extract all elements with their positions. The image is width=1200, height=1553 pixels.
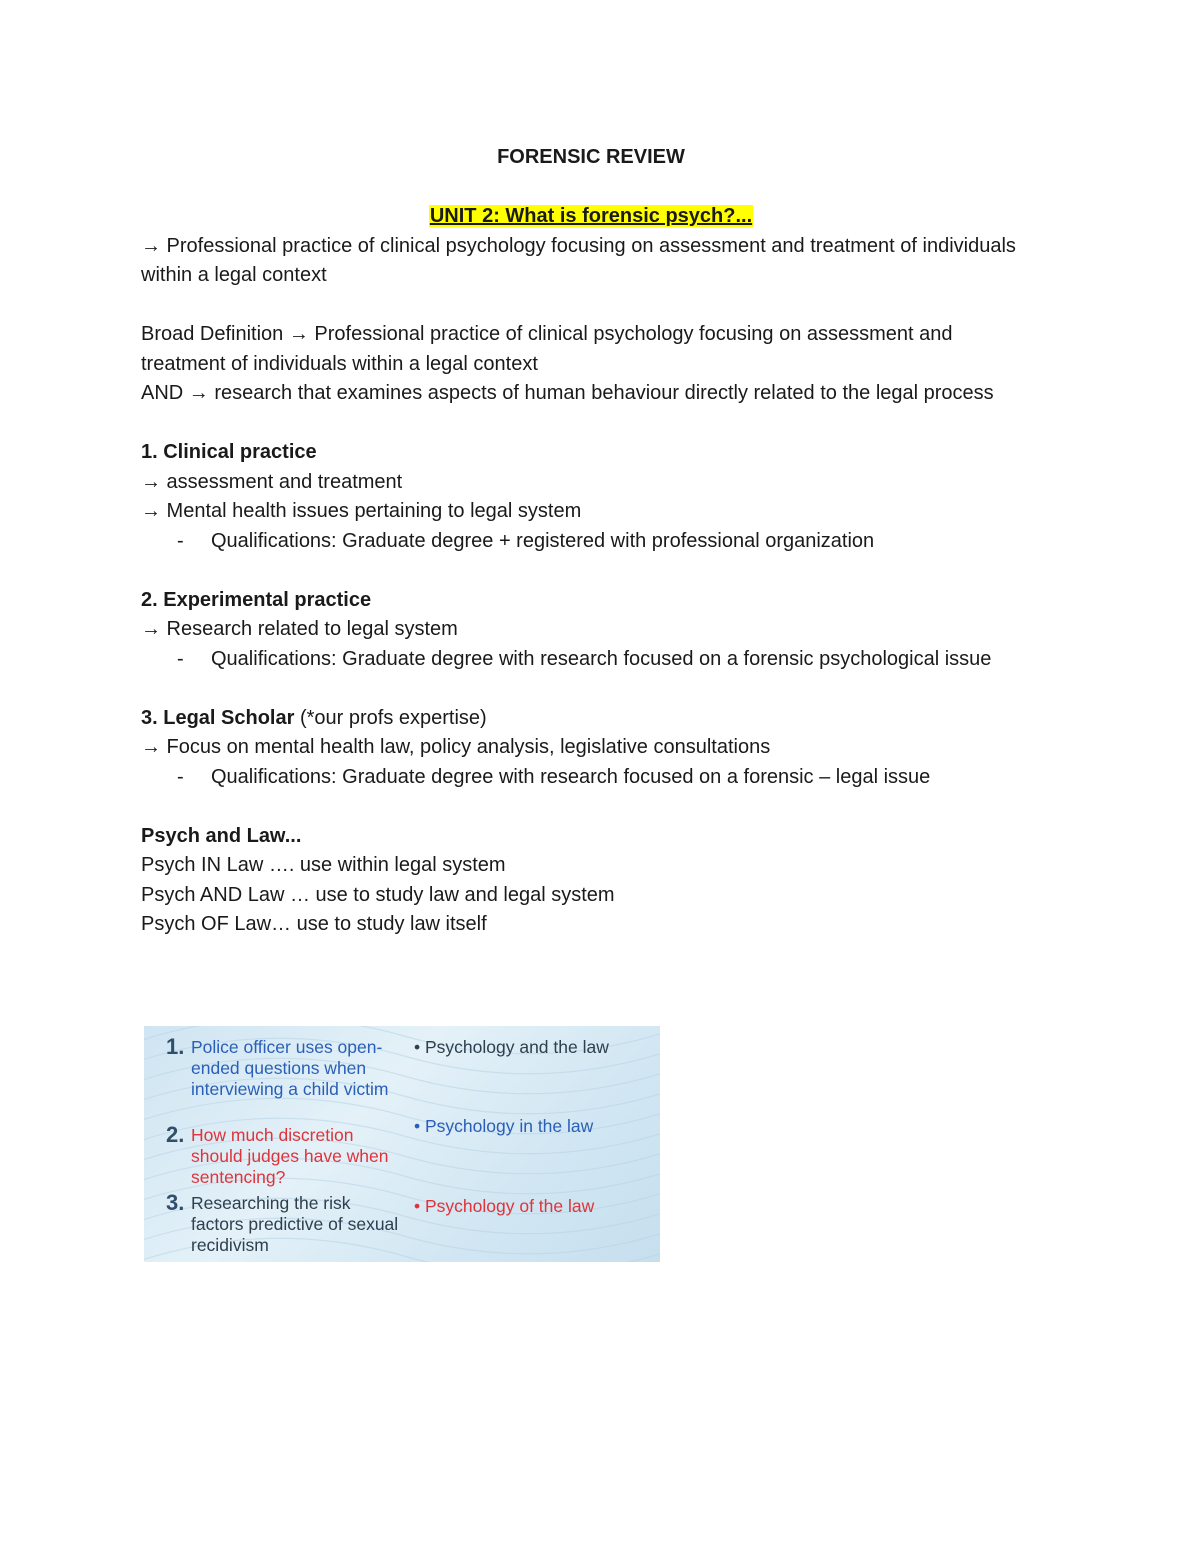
section-line: → Mental health issues pertaining to legal system [141, 500, 582, 522]
unit-heading: UNIT 2: What is forensic psych?... [429, 205, 753, 227]
psych-law-line: Psych IN Law …. use within legal system [141, 854, 506, 876]
psych-law-line: Psych OF Law… use to study law itself [141, 913, 487, 935]
document-title: FORENSIC REVIEW [497, 146, 685, 168]
slide-item-text: Police officer uses open-ended questions when interviewing a child victim [191, 1037, 389, 1099]
intro-definition: → Professional practice of clinical psychology focusing on assessment and treatment of individuals within a legal context [141, 234, 1016, 286]
document-body [141, 143, 1041, 940]
section-heading: 1. Clinical practice [141, 441, 317, 463]
psych-law-heading: Psych and Law... [141, 824, 302, 847]
slide-item-number: 2. [166, 1122, 185, 1147]
slide-item-text: How much discretion should judges have when sentencing? [191, 1125, 389, 1187]
slide-bullet: • Psychology of the law [414, 1196, 595, 1216]
dash-bullet: - [177, 765, 184, 788]
section-line: → Focus on mental health law, policy analysis, legislative consultations [141, 736, 771, 758]
qualification-item: - Qualifications: Graduate degree with research focused on a forensic psychological issue [141, 645, 1041, 675]
slide-item-text: Researching the risk factors predictive of sexual recidivism [191, 1193, 399, 1255]
slide-item-number: 3. [166, 1190, 185, 1215]
broad-definition: Broad Definition → Professional practice of clinical psychology focusing on assessment and treatment of individuals within a legal context [141, 323, 953, 375]
slide-item-number: 1. [166, 1034, 185, 1059]
broad-definition-and: AND → research that examines aspects of human behaviour directly related to the legal process [141, 382, 994, 404]
section-heading: 3. Legal Scholar (*our profs expertise) [141, 706, 487, 729]
section-heading: 2. Experimental practice [141, 588, 372, 611]
section-line: → assessment and treatment [141, 470, 403, 493]
slide-bullet: • Psychology and the law [414, 1037, 609, 1057]
qualification-item: - Qualifications: Graduate degree with research focused on a forensic – legal issue [141, 763, 1041, 793]
slide-bullet: • Psychology in the law [414, 1116, 594, 1136]
slide-figure [144, 1026, 660, 1262]
dash-bullet: - [177, 529, 184, 552]
dash-bullet: - [177, 647, 184, 670]
section-line: → Research related to legal system [141, 618, 458, 640]
qualification-item: - Qualifications: Graduate degree + registered with professional organization [141, 527, 1041, 557]
psych-law-line: Psych AND Law … use to study law and legal system [141, 883, 615, 906]
